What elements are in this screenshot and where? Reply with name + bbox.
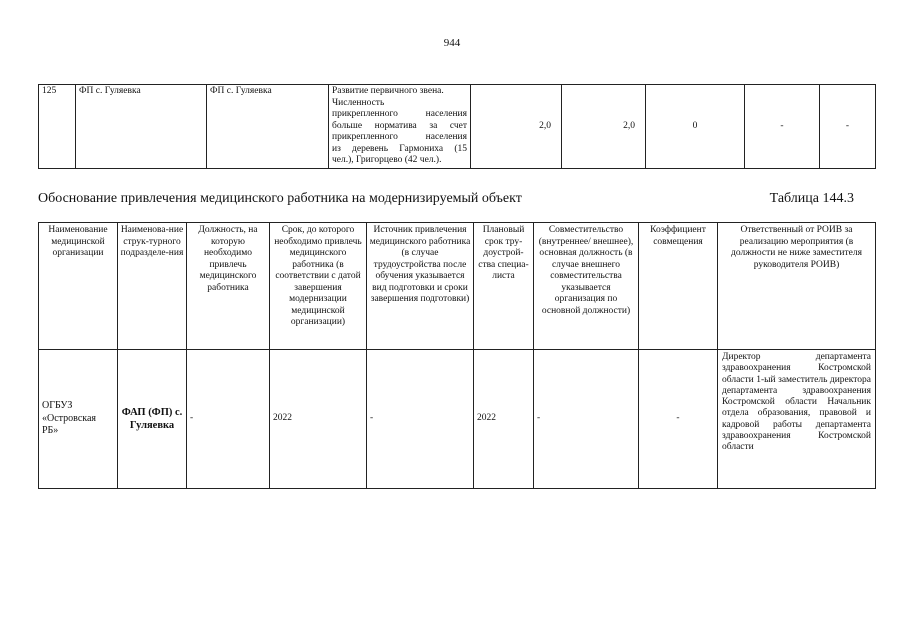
description-line: прикрепленного населения (332, 132, 467, 142)
main-table (38, 222, 876, 489)
value-cell: 2,0 (562, 85, 646, 169)
column-header: Наименование медицинской организации (39, 223, 118, 350)
value-cell: - (820, 85, 876, 169)
combination-cell: - (534, 350, 639, 489)
column-header: Ответственный от РОИВ за реализацию мероприятия (в должности не ниже заместителя руководителя РОИВ) (718, 223, 876, 350)
unit-cell: ФАП (ФП) с. Гуляевка (118, 350, 187, 489)
planned-cell: 2022 (474, 350, 534, 489)
description-line: Развитие первичного звена. (332, 86, 444, 96)
unit-cell: ФП с. Гуляевка (207, 85, 329, 169)
table-number: Таблица 144.3 (769, 191, 854, 206)
coefficient-cell: - (639, 350, 718, 489)
header-row (39, 223, 876, 350)
position-cell: - (187, 350, 270, 489)
description-line: прикрепленного населения (332, 109, 467, 119)
description-line: из деревень Гармониха (15 (332, 143, 467, 154)
column-header: Источник привлечения медицинского работника (в случае трудоустройства после обучения указывается вид подготовки и сроки завершения подготовки) (367, 223, 474, 350)
row-number-cell: 125 (39, 85, 76, 169)
column-header: Должность, на которую необходимо привлечь медицинского работника (187, 223, 270, 350)
value-cell: 0 (646, 85, 745, 169)
value-cell: - (745, 85, 820, 169)
description-line: больше норматива за счет (332, 120, 467, 131)
description-line: чел.), Григорцево (42 чел.). (332, 155, 442, 165)
source-cell: - (367, 350, 474, 489)
table-row (39, 350, 876, 489)
table-row (39, 85, 876, 169)
org-cell: ОГБУЗ «Островская РБ» (39, 350, 118, 489)
column-header: Срок, до которого необходимо привлечь медицинского работника (в соответствии с датой завершения модернизации медицинской организации) (270, 223, 367, 350)
column-header: Коэффициент совмещения (639, 223, 718, 350)
top-table (38, 84, 876, 169)
column-header: Плановый срок тру-доустрой-ства специа-листа (474, 223, 534, 350)
description-cell (329, 85, 471, 169)
org-cell: ФП с. Гуляевка (76, 85, 207, 169)
column-header: Наименова-ние струк-турного подразделе-ния (118, 223, 187, 350)
column-header: Совместительство (внутреннее/ внешнее), основная должность (в случае внешнего совместительства указывается организация по основной должности) (534, 223, 639, 350)
page-number: 944 (443, 37, 461, 49)
value-cell: 2,0 (471, 85, 562, 169)
description-line: Численность (332, 97, 385, 108)
heading-title: Обоснование привлечения медицинского работника на модернизируемый объект (38, 191, 522, 206)
responsible-cell: Директор департамента здравоохранения Костромской области 1-ый заместитель директора департамента здравоохранения Костромской области Начальник отдела образования, правовой и кадровой работы департамента здравоохранения Костромской области (718, 350, 876, 489)
deadline-cell: 2022 (270, 350, 367, 489)
